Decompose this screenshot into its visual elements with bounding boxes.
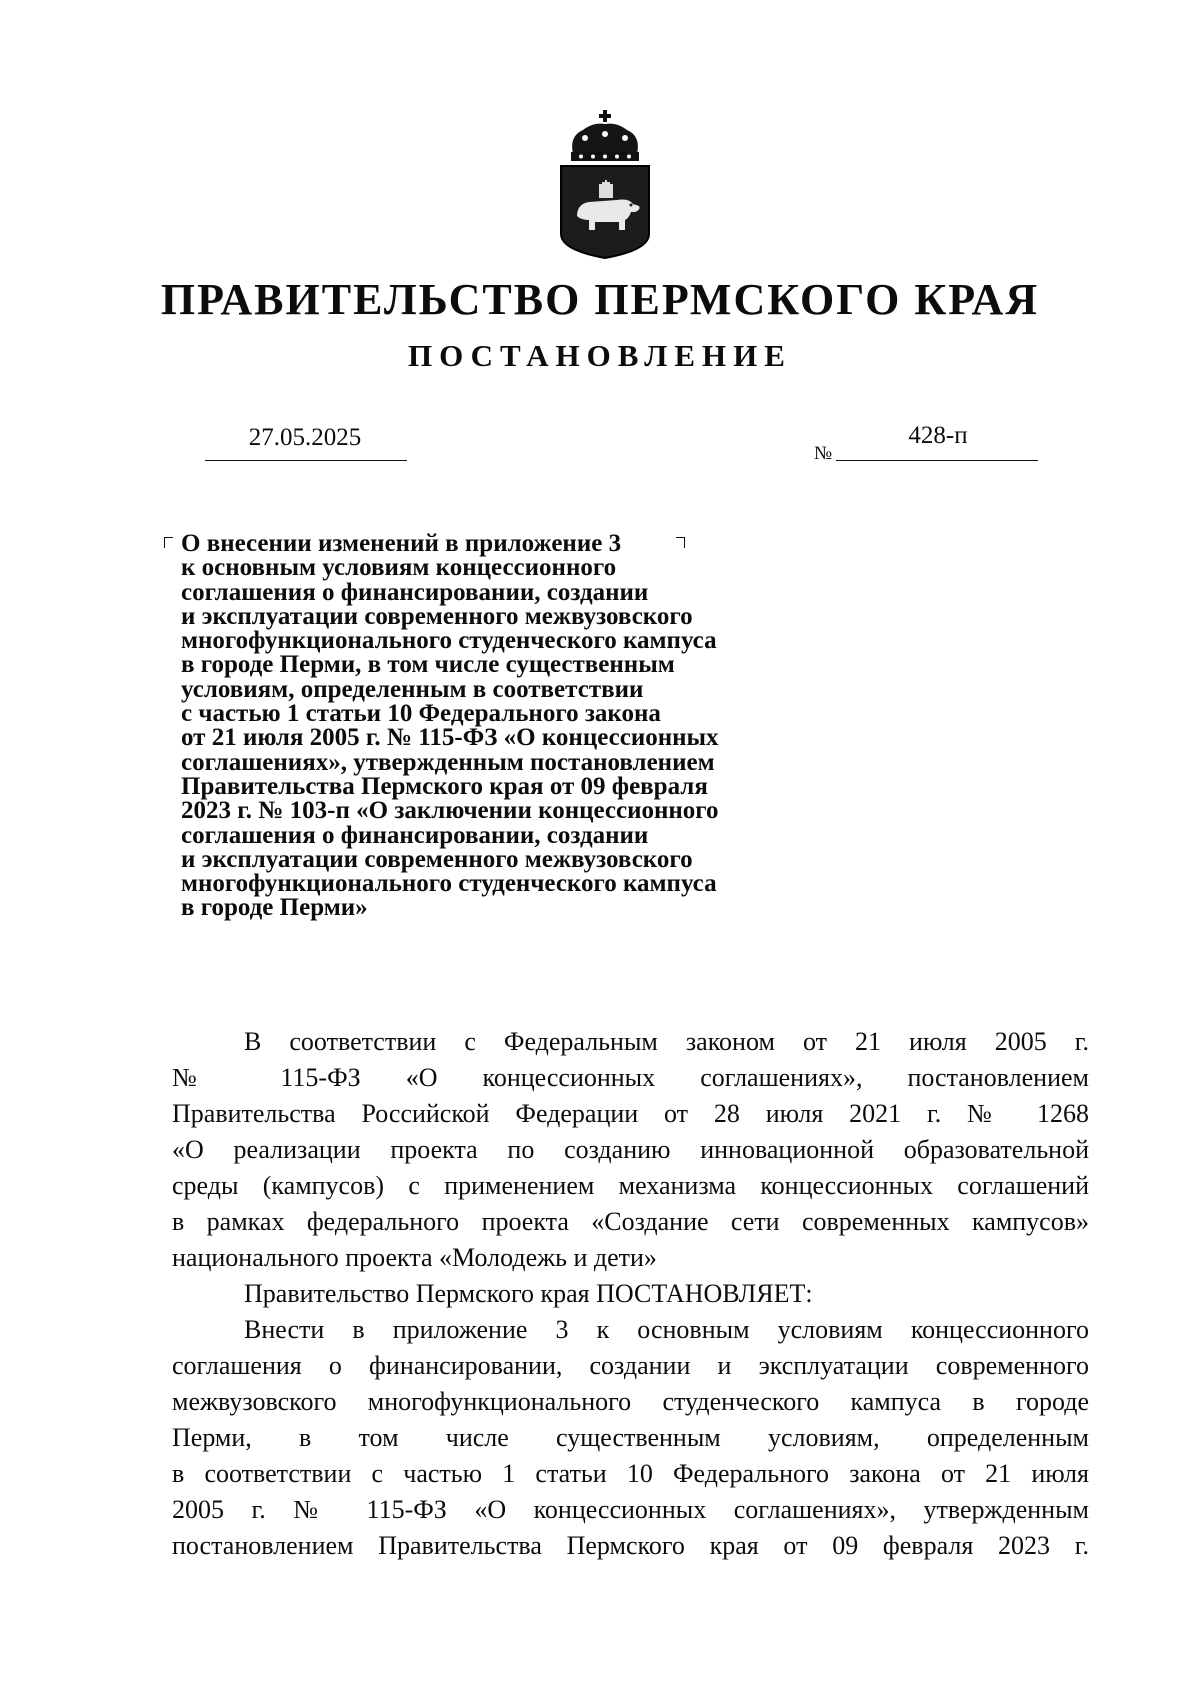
body-line: В соответствии с Федеральным законом от 21 июля 2005 г. — [244, 1027, 1089, 1056]
body-line: Внести в приложение 3 к основным условиям концессионного — [244, 1315, 1089, 1344]
document-date: 27.05.2025 — [248, 424, 362, 451]
body-line: межвузовского многофункционального студенческого кампуса в городе — [172, 1387, 1089, 1416]
date-underline — [205, 460, 407, 461]
subject-line: от 21 июля 2005 г. № 115-ФЗ «О концессионных — [181, 724, 719, 752]
body-line: «О реализации проекта по созданию инновационной образовательной — [172, 1135, 1089, 1164]
body-line: Перми, в том числе существенным условиям, определенным — [172, 1423, 1089, 1452]
subject-line: в городе Перми, в том числе существенным — [181, 651, 675, 679]
body-line: постановлением Правительства Пермского края от 09 февраля 2023 г. — [172, 1531, 1089, 1560]
body-line: в соответствии с частью 1 статьи 10 Федерального закона от 21 июля — [172, 1459, 1089, 1488]
subject-line: с частью 1 статьи 10 Федерального закона — [181, 700, 661, 728]
subject-line: многофункционального студенческого кампуса — [181, 627, 717, 655]
subject-line: в городе Перми» — [181, 894, 368, 922]
subject-line: многофункционального студенческого кампуса — [181, 870, 717, 898]
subject-line: к основным условиям концессионного — [181, 554, 617, 582]
subject-line: и эксплуатации современного межвузовского — [181, 845, 693, 873]
body-line: 2005 г. № 115-ФЗ «О концессионных соглашениях», утвержденным — [172, 1495, 1089, 1524]
coat-of-arms-icon — [559, 108, 651, 260]
number-sign: № — [814, 443, 833, 464]
subject-bracket-left — [164, 537, 173, 548]
document-type: ПОСТАНОВЛЕНИЕ — [408, 338, 792, 373]
number-underline — [836, 460, 1038, 461]
subject-line: соглашения о финансировании, создании — [181, 821, 649, 849]
subject-line: и эксплуатации современного межвузовского — [181, 602, 693, 630]
document-body — [172, 1024, 1089, 1564]
body-line: среды (кампусов) с применением механизма концессионных соглашений — [172, 1171, 1089, 1200]
subject-line: условиям, определенным в соответствии — [181, 675, 644, 703]
body-line: Правительство Пермского края ПОСТАНОВЛЯЕТ: — [244, 1279, 813, 1308]
subject-line: Правительства Пермского края от 09 февраля — [181, 772, 708, 800]
body-line: национального проекта «Молодежь и дети» — [172, 1243, 657, 1272]
subject-line: соглашениях», утвержденным постановлением — [181, 748, 715, 776]
body-line: в рамках федерального проекта «Создание сети современных кампусов» — [172, 1207, 1089, 1236]
government-title: ПРАВИТЕЛЬСТВО ПЕРМСКОГО КРАЯ — [160, 275, 1040, 324]
subject-line: 2023 г. № 103-п «О заключении концессионного — [181, 797, 719, 825]
body-line: соглашения о финансировании, создании и эксплуатации современного — [172, 1351, 1089, 1380]
body-line: Правительства Российской Федерации от 28 июля 2021 г. № 1268 — [172, 1099, 1089, 1128]
document-subject — [181, 532, 801, 921]
document-number: 428-п — [908, 422, 968, 449]
subject-line: соглашения о финансировании, создании — [181, 578, 649, 606]
body-line: № 115-ФЗ «О концессионных соглашениях», постановлением — [172, 1063, 1089, 1092]
subject-line: О внесении изменений в приложение 3 — [181, 530, 622, 557]
